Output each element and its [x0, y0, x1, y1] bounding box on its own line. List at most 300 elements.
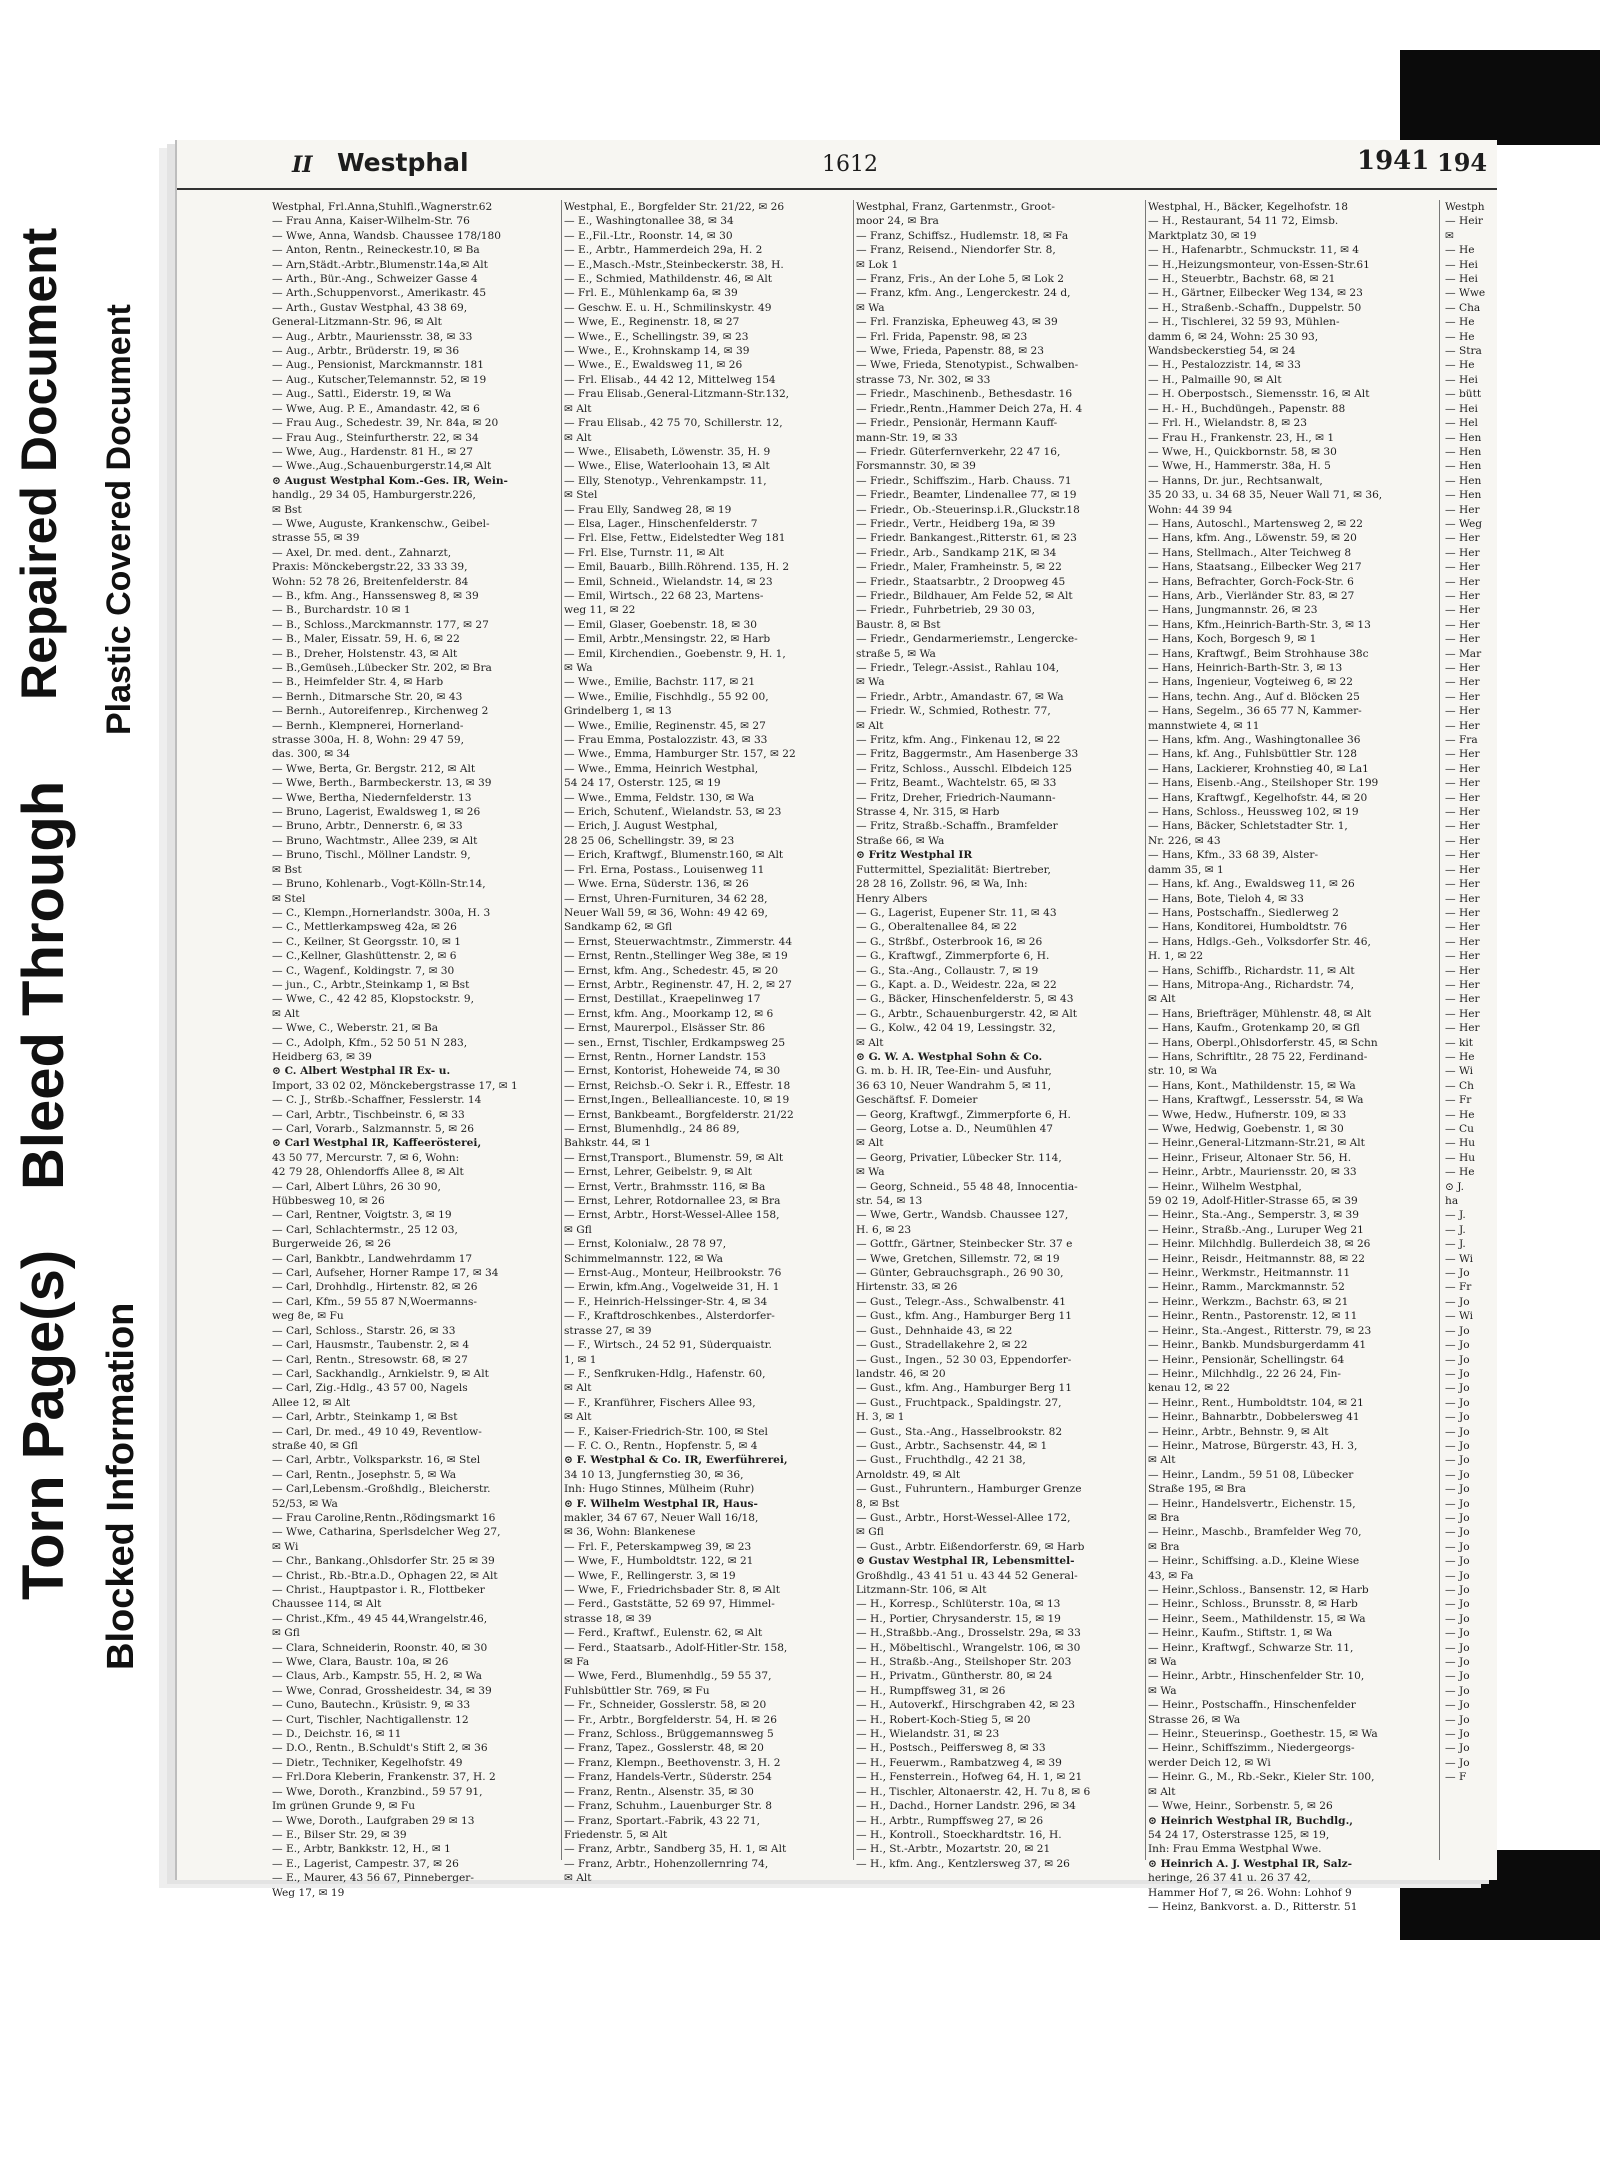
directory-entry: — F., Kaiser-Friedrich-Str. 100, ✉ Stel [564, 1425, 768, 1438]
directory-entry: — Franz, Tapez., Gosslerstr. 48, ✉ 20 [564, 1742, 764, 1755]
directory-entry: — Ernst, Arbtr., Reginenstr. 47, H. 2, ✉ 27 [564, 978, 792, 991]
directory-entry: ✉ Lok 1 [856, 258, 899, 271]
directory-entry: ⊙ Gustav Westphal IR, Lebensmittel- [856, 1555, 1075, 1568]
directory-entry: — Frl. Franziska, Epheuweg 43, ✉ 39 [856, 316, 1058, 329]
directory-entry: — Wwe., Emma, Hamburger Str. 157, ✉ 22 [564, 748, 796, 761]
directory-entry: handlg., 29 34 05, Hamburgerstr.226, [272, 489, 476, 502]
directory-entry: — Wwe, Aug. P. E., Amandastr. 42, ✉ 6 [272, 402, 480, 415]
directory-entry: — Franz, Arbtr., Hohenzollernring 74, [564, 1857, 769, 1870]
directory-entry: — Carl, Bankbtr., Landwehrdamm 17 [272, 1252, 473, 1265]
directory-entry: — C., Keilner, St Georgsstr. 10, ✉ 1 [272, 935, 461, 948]
directory-entry: — Wwe, Gertr., Wandsb. Chaussee 127, [856, 1209, 1069, 1222]
directory-entry: — G., Arbtr., Schauenburgerstr. 42, ✉ Alt [856, 1007, 1078, 1020]
column-divider [1439, 200, 1440, 1860]
next-page-entry-fragment: — Her [1445, 993, 1480, 1006]
directory-entry: — E., Arbtr., Hammerdeich 29a, H. 2 [564, 244, 763, 257]
directory-entry: — H., Pestalozzistr. 14, ✉ 33 [1148, 359, 1301, 372]
directory-entry: — Wwe, F., Friedrichsbader Str. 8, ✉ Alt [564, 1584, 780, 1596]
directory-entry: — H., Arbtr., Rumpffsweg 27, ✉ 26 [856, 1814, 1044, 1827]
directory-entry: — H., Wielandstr. 31, ✉ 23 [856, 1728, 1000, 1741]
directory-entry: ✉ 36, Wohn: Blankenese [564, 1526, 696, 1539]
directory-entry: Sandkamp 62, ✉ Gfl [564, 921, 673, 934]
directory-entry: — Wwe, F., Rellingerstr. 3, ✉ 19 [564, 1569, 736, 1582]
directory-entry: — Hans, Stellmach., Alter Teichweg 8 [1148, 546, 1352, 559]
directory-entry: — Frau Elly, Sandweg 28, ✉ 19 [564, 503, 732, 516]
directory-entry: — Franz, kfm. Ang., Lengerckestr. 24 d, [856, 287, 1071, 300]
next-page-entry-fragment: — Stra [1445, 345, 1482, 358]
next-page-entry-fragment: — Her [1445, 676, 1480, 689]
directory-entry: — Erich, Schutenf., Wielandstr. 53, ✉ 23 [564, 806, 782, 819]
directory-page [175, 140, 1497, 1913]
directory-entry: — Wwe., Elise, Waterloohain 13, ✉ Alt [564, 460, 770, 473]
directory-entry: ✉ Bra [1148, 1511, 1180, 1524]
directory-entry: H. 1, ✉ 22 [1148, 950, 1204, 963]
directory-entry: — Erich, Kraftwgf., Blumenstr.160, ✉ Alt [564, 849, 784, 862]
directory-entry: 43, ✉ Fa [1148, 1569, 1194, 1582]
directory-entry: — Georg, Privatier, Lübecker Str. 114, [856, 1151, 1062, 1164]
directory-entry: — H., Hafenarbtr., Schmuckstr. 11, ✉ 4 [1148, 244, 1360, 257]
directory-entry: — B., Schloss.,Marckmannstr. 177, ✉ 27 [272, 618, 489, 631]
directory-entry: ✉ Wa [564, 662, 593, 674]
directory-entry: Im grünen Grunde 9, ✉ Fu [272, 1800, 416, 1813]
directory-entry: — Ernst, Reichsb.-O. Sekr i. R., Effestr. 18 [564, 1079, 791, 1092]
directory-entry: Hirtenstr. 33, ✉ 26 [856, 1281, 958, 1294]
directory-entry: ✉ Alt [856, 719, 884, 732]
directory-entry: 54 24 17, Osterstr. 125, ✉ 19 [564, 777, 721, 790]
next-page-entry-fragment: — Jo [1445, 1267, 1470, 1280]
directory-entry: — Ernst, Bankbeamt., Borgfelderstr. 21/22 [564, 1108, 794, 1121]
directory-entry: — Hans, Hdlgs.-Geh., Volksdorfer Str. 46, [1148, 935, 1371, 948]
next-page-entry-fragment: — Her [1445, 633, 1480, 646]
next-page-entry-fragment: — He [1445, 1108, 1475, 1121]
directory-entry: — C., Klempn.,Hornerlandstr. 300a, H. 3 [272, 906, 491, 919]
directory-entry: — Heinr., Steuerinsp., Goethestr. 15, ✉ Wa [1148, 1728, 1378, 1741]
next-page-entry-fragment: — Her [1445, 964, 1480, 977]
next-page-entry-fragment: — Jo [1445, 1598, 1470, 1611]
next-page-entry-fragment: — Her [1445, 604, 1480, 617]
directory-entry: — Wwe, C., 42 42 85, Klopstockstr. 9, [272, 993, 474, 1006]
directory-entry: — Hans, Koch, Borgesch 9, ✉ 1 [1148, 633, 1317, 646]
torn-pages-label: Torn Page(s) [11, 1249, 76, 1600]
directory-entry: ✉ Gfl [856, 1526, 884, 1539]
next-page-entry-fragment: — Her [1445, 950, 1480, 963]
directory-entry: 1, ✉ 1 [564, 1353, 597, 1366]
directory-entry: 34 10 13, Jungfernstieg 30, ✉ 36, [564, 1468, 744, 1481]
next-page-entry-fragment: — Jo [1445, 1670, 1470, 1683]
directory-entry: — Wwe, Catharina, Sperlsdelcher Weg 27, [272, 1526, 501, 1539]
directory-entry: — Gust., kfm. Ang., Hamburger Berg 11 [856, 1382, 1073, 1395]
directory-entry: — B., Dreher, Holstenstr. 43, ✉ Alt [272, 647, 458, 660]
directory-entry: — G., Kapt. a. D., Weidestr. 22a, ✉ 22 [856, 978, 1057, 991]
directory-entry: — Heinr.,General-Litzmann-Str.21, ✉ Alt [1148, 1137, 1365, 1150]
directory-entry: — Ernst, Arbtr., Horst-Wessel-Allee 158, [564, 1209, 780, 1222]
directory-entry: — Carl, Hausmstr., Taubenstr. 2, ✉ 4 [272, 1339, 470, 1352]
next-page-entry-fragment: — Her [1445, 935, 1480, 948]
directory-entry: — Carl, Rentn., Josephstr. 5, ✉ Wa [272, 1468, 457, 1481]
directory-entry: — Frau H., Frankenstr. 23, H., ✉ 1 [1148, 431, 1335, 444]
directory-entry: strasse 18, ✉ 39 [564, 1612, 652, 1625]
directory-entry: straße 40, ✉ Gfl [272, 1439, 358, 1452]
directory-entry: — Friedr., Beamter, Lindenallee 77, ✉ 19 [856, 489, 1077, 502]
directory-entry: — Wwe., Emilie, Bachstr. 117, ✉ 21 [564, 676, 756, 689]
directory-entry: — H., Fensterrein., Hofweg 64, H. 1, ✉ 21 [856, 1771, 1083, 1784]
directory-entry: — E., Bilser Str. 29, ✉ 39 [272, 1828, 407, 1841]
directory-entry: — Fritz, kfm. Ang., Finkenau 12, ✉ 22 [856, 734, 1061, 747]
next-page-entry-fragment: — Her [1445, 618, 1480, 631]
next-page-entry-fragment: — Jo [1445, 1540, 1470, 1553]
directory-entry: — Heinr., Schiffsing. a.D., Kleine Wiese [1148, 1555, 1360, 1568]
next-page-entry-fragment: — Jo [1445, 1324, 1470, 1337]
directory-entry: ✉ Gfl [564, 1223, 592, 1236]
directory-entry: — Ferd., Kraftwf., Eulenstr. 62, ✉ Alt [564, 1627, 763, 1640]
directory-entry: — Bruno, Lagerist, Ewaldsweg 1, ✉ 26 [272, 806, 481, 819]
directory-entry: — Friedr., Ob.-Steuerinsp.i.R.,Gluckstr.18 [856, 503, 1080, 516]
next-page-entry-fragment: — Hen [1445, 460, 1482, 473]
directory-entry: — Hans, Kraftwgf., Beim Strohhause 38c [1148, 647, 1369, 660]
directory-entry: — Carl, Schloss., Starstr. 26, ✉ 33 [272, 1324, 456, 1337]
directory-entry: — Cuno, Bautechn., Krüsistr. 9, ✉ 33 [272, 1699, 471, 1712]
directory-entry: — Friedr. W., Schmied, Rothestr. 77, [856, 705, 1051, 718]
directory-entry: — Chr., Bankang.,Ohlsdorfer Str. 25 ✉ 39 [272, 1555, 495, 1568]
directory-entry: ✉ Stel [272, 892, 306, 905]
directory-entry: — C., Mettlerkampsweg 42a, ✉ 26 [272, 921, 457, 934]
directory-entry: — H. Oberpostsch., Siemensstr. 16, ✉ Alt [1148, 388, 1370, 401]
directory-entry: Hübbesweg 10, ✉ 26 [272, 1195, 385, 1208]
directory-entry: Chaussee 114, ✉ Alt [272, 1598, 382, 1611]
directory-entry: — Heinr. G., M., Rb.-Sekr., Kieler Str. 100, [1148, 1771, 1375, 1784]
directory-entry: Wohn: 52 78 26, Breitenfelderstr. 84 [272, 575, 469, 588]
directory-entry: — Bruno, Wachtmstr., Allee 239, ✉ Alt [272, 834, 478, 847]
directory-entry: — Hans, Kaufm., Grotenkamp 20, ✉ Gfl [1148, 1022, 1360, 1035]
directory-entry: — sen., Ernst, Tischler, Erdkampsweg 25 [564, 1036, 786, 1049]
directory-entry: weg 8e, ✉ Fu [272, 1310, 344, 1323]
directory-entry: — Ernst, Vertr., Brahmsstr. 116, ✉ Ba [564, 1180, 766, 1193]
directory-entry: — Hans, Ingenieur, Vogteiweg 6, ✉ 22 [1148, 676, 1353, 689]
directory-entry: — Emil, Wirtsch., 22 68 23, Martens- [564, 589, 764, 602]
directory-entry: — Hans, kfm. Ang., Löwenstr. 59, ✉ 20 [1148, 532, 1357, 545]
directory-entry: — Emil, Schneid., Wielandstr. 14, ✉ 23 [564, 575, 773, 588]
directory-entry: — Hans, Schriftltr., 28 75 22, Ferdinand- [1148, 1050, 1368, 1063]
directory-entry: — Fritz, Beamt., Wachtelstr. 65, ✉ 33 [856, 777, 1057, 790]
directory-entry: — Hans, kfm. Ang., Washingtonallee 36 [1148, 734, 1361, 747]
next-page-entry-fragment: — He [1445, 359, 1475, 372]
directory-entry: — Christ., Rb.-Btr.a.D., Ophagen 22, ✉ Alt [272, 1569, 498, 1582]
directory-entry: ✉ Bst [272, 863, 302, 876]
next-page-entry-fragment: — Her [1445, 575, 1480, 588]
directory-entry: — B., kfm. Ang., Hanssensweg 8, ✉ 39 [272, 589, 479, 602]
directory-entry: ✉ Wa [856, 1166, 885, 1179]
next-page-entry-fragment: — Her [1445, 834, 1480, 847]
directory-entry: — Franz, Schuhm., Lauenburger Str. 8 [564, 1800, 772, 1813]
column-divider [1145, 200, 1146, 1860]
next-page-entry-fragment: — Jo [1445, 1584, 1470, 1596]
directory-entry: — Franz, Schiffsz., Hudlemstr. 18, ✉ Fa [856, 229, 1069, 242]
directory-entry: — Heinr., Reisdr., Heitmannstr. 88, ✉ 22 [1148, 1252, 1365, 1265]
directory-entry: ✉ Alt [1148, 1454, 1176, 1467]
directory-entry: — Gust., Arbtr., Horst-Wessel-Allee 172, [856, 1511, 1071, 1524]
directory-entry: Fuhlsbüttler Str. 769, ✉ Fu [564, 1684, 710, 1697]
directory-entry: — Hans, Bote, Tieloh 4, ✉ 33 [1148, 892, 1304, 905]
next-page-entry-fragment: — Jo [1445, 1526, 1470, 1539]
directory-entry: — Ernst, Uhren-Furnituren, 34 62 28, [564, 892, 768, 905]
directory-entry: Heidberg 63, ✉ 39 [272, 1050, 372, 1063]
directory-entry: ✉ Alt [1148, 993, 1176, 1006]
directory-entry: — Hans, Oberpl.,Ohlsdorferstr. 45, ✉ Schn [1148, 1036, 1378, 1049]
directory-entry: — Friedr., Pensionär, Hermann Kauff- [856, 417, 1058, 430]
directory-entry: — F. C. O., Rentn., Hopfenstr. 5, ✉ 4 [564, 1439, 758, 1452]
next-page-entry-fragment: — Her [1445, 748, 1480, 761]
directory-entry: — Hans, Briefträger, Mühlenstr. 48, ✉ Alt [1148, 1007, 1372, 1020]
directory-entry: — Aug., Arbtr., Brüderstr. 19, ✉ 36 [272, 345, 460, 358]
directory-entry: — Franz, Rentn., Alsenstr. 35, ✉ 30 [564, 1785, 754, 1798]
directory-entry: — H., Straßb.-Ang., Steilshoper Str. 203 [856, 1656, 1072, 1669]
next-page-entry-fragment: — Jo [1445, 1684, 1470, 1697]
directory-entry: — Wwe, Hedwig, Goebenstr. 1, ✉ 30 [1148, 1123, 1344, 1135]
directory-entry: — Friedr. Bankangest.,Ritterstr. 61, ✉ 23 [856, 532, 1077, 545]
next-page-entry-fragment: — Jo [1445, 1627, 1470, 1640]
directory-entry: Nr. 226, ✉ 43 [1148, 834, 1221, 847]
next-page-entry-fragment: — Fra [1445, 734, 1478, 747]
directory-entry: ✉ Alt [564, 431, 592, 444]
column-divider [561, 200, 562, 1860]
next-page-entry-fragment: — Her [1445, 690, 1480, 703]
directory-entry: — Heinr., Rent., Humboldtstr. 104, ✉ 21 [1148, 1396, 1364, 1409]
directory-entry: — Wwe, Frieda, Papenstr. 88, ✉ 23 [856, 345, 1044, 358]
next-page-entry-fragment: — Jo [1445, 1699, 1470, 1712]
directory-entry: — Carl, Rentn., Stresowstr. 68, ✉ 27 [272, 1353, 468, 1366]
directory-entry: — Wwe, Auguste, Krankenschw., Geibel- [272, 517, 490, 530]
directory-entry: — F., Wirtsch., 24 52 91, Süderquaistr. [564, 1339, 772, 1352]
next-page-entry-fragment: — Hen [1445, 474, 1482, 487]
directory-entry: 54 24 17, Osterstrasse 125, ✉ 19, [1148, 1828, 1330, 1841]
next-page-entry-fragment: ✉ [1445, 229, 1454, 242]
directory-entry: — Wwe, Doroth., Kranzbind., 59 57 91, [272, 1785, 483, 1798]
directory-entry: — Ernst, Steuerwachtmstr., Zimmerstr. 44 [564, 935, 793, 948]
directory-entry: — H., Robert-Koch-Stieg 5, ✉ 20 [856, 1713, 1031, 1726]
next-page-entry-fragment: — Jo [1445, 1728, 1470, 1741]
directory-entry: — Ernst, Kontorist, Hoheweide 74, ✉ 30 [564, 1065, 781, 1078]
next-page-entry-fragment: — Weg [1445, 517, 1483, 530]
directory-entry: — Heinr., Friseur, Altonaer Str. 56, H. [1148, 1151, 1352, 1164]
directory-entry: — Frl. H., Wielandstr. 8, ✉ 23 [1148, 417, 1308, 430]
directory-entry: ✉ Wa [1148, 1656, 1177, 1669]
directory-entry: — Heinr., Bahnarbtr., Dobbelersweg 41 [1148, 1411, 1360, 1424]
directory-entry: — Friedr., Staatsarbtr., 2 Droopweg 45 [856, 575, 1066, 588]
directory-entry: — Ernst, Rentn.,Stellinger Weg 38e, ✉ 19 [564, 950, 788, 963]
next-page-entry-fragment: — Hen [1445, 431, 1482, 444]
directory-entry: — Anton, Rentn., Reineckestr.10, ✉ Ba [272, 244, 480, 257]
directory-entry: — Hans, Kont., Mathildenstr. 15, ✉ Wa [1148, 1079, 1356, 1092]
directory-entry: — G., Lagerist, Eupener Str. 11, ✉ 43 [856, 906, 1057, 919]
directory-entry: — Hans, Jungmannstr. 26, ✉ 23 [1148, 604, 1318, 617]
directory-entry: landstr. 46, ✉ 20 [856, 1367, 946, 1380]
next-page-year-fragment: 194 [1437, 148, 1488, 177]
next-page-entry-fragment: — Her [1445, 589, 1480, 602]
directory-entry: — Hans, techn. Ang., Auf d. Blöcken 25 [1148, 690, 1360, 703]
next-page-entry-fragment: — Wi [1445, 1065, 1474, 1078]
directory-entry: makler, 34 67 67, Neuer Wall 16/18, [564, 1511, 759, 1524]
directory-entry: H. 6, ✉ 23 [856, 1223, 912, 1236]
directory-entry: — Friedr., Telegr.-Assist., Rahlau 104, [856, 662, 1060, 674]
directory-entry: ✉ Wi [272, 1540, 299, 1553]
directory-entry: — Hans, Konditorei, Humboldtstr. 76 [1148, 921, 1348, 934]
directory-entry: — Wwe., Elisabeth, Löwenstr. 35, H. 9 [564, 445, 771, 458]
section-number: II [292, 152, 313, 178]
directory-entry: — Gust., Fruchthdlg., 42 21 38, [856, 1454, 1026, 1467]
directory-entry: Inh: Hugo Stinnes, Mülheim (Ruhr) [564, 1483, 755, 1496]
directory-entry: — G., Oberaltenallee 84, ✉ 22 [856, 921, 1017, 934]
directory-entry: Burgerweide 26, ✉ 26 [272, 1238, 391, 1251]
directory-entry: — Friedr., Maschinenb., Bethesdastr. 16 [856, 388, 1073, 401]
directory-entry: — H., Rumpffsweg 31, ✉ 26 [856, 1684, 1006, 1697]
directory-entry: — Ernst,Transport., Blumenstr. 59, ✉ Alt [564, 1151, 784, 1164]
directory-entry: — D., Deichstr. 16, ✉ 11 [272, 1728, 402, 1741]
directory-entry: — Wwe., E., Krohnskamp 14, ✉ 39 [564, 345, 750, 358]
directory-entry: straße 5, ✉ Wa [856, 647, 936, 660]
directory-entry: — Hans, Kraftwgf., Lessersstr. 54, ✉ Wa [1148, 1094, 1364, 1107]
directory-entry: — Carl, Zig.-Hdlg., 43 57 00, Nagels [272, 1382, 468, 1395]
next-page-entry-fragment: — He [1445, 1050, 1475, 1063]
next-page-column-fragment [1445, 200, 1495, 1870]
directory-entry: — Heinr., Sta.-Ang., Semperstr. 3, ✉ 39 [1148, 1209, 1360, 1222]
scan-edge-shadow-top [1400, 50, 1600, 145]
directory-entry: ✉ Alt [856, 1036, 884, 1049]
directory-entry: — Heinr., Maschb., Bramfelder Weg 70, [1148, 1526, 1362, 1539]
next-page-entry-fragment: — Her [1445, 849, 1480, 862]
directory-entry: ✉ Alt [564, 1382, 592, 1395]
next-page-entry-fragment: — Her [1445, 546, 1480, 559]
next-page-entry-fragment: — Jo [1445, 1569, 1470, 1582]
directory-entry: — Emil, Bauarb., Billh.Röhrend. 135, H. 2 [564, 561, 790, 574]
next-page-entry-fragment: — Her [1445, 532, 1480, 545]
directory-entry: ⊙ Carl Westphal IR, Kaffeerösterei, [272, 1137, 482, 1150]
next-page-entry-fragment: — Her [1445, 561, 1480, 574]
directory-entry: Forsmannstr. 30, ✉ 39 [856, 460, 976, 473]
directory-entry: — Wwe., E., Ewaldsweg 11, ✉ 26 [564, 359, 743, 372]
directory-entry: Westphal, Franz, Gartenmstr., Groot- [856, 201, 1055, 213]
directory-entry: — Franz, Schloss., Brüggemannsweg 5 [564, 1728, 774, 1741]
directory-entry: — Wwe, Heinr., Sorbenstr. 5, ✉ 26 [1148, 1800, 1333, 1813]
directory-entry: — Frau Aug., Schedestr. 39, Nr. 84a, ✉ 20 [272, 417, 499, 430]
directory-entry: — Heinr., Schiffszimm., Niedergeorgs- [1148, 1742, 1355, 1755]
next-page-entry-fragment: — Wi [1445, 1310, 1474, 1323]
directory-entry: ⊙ Heinrich Westphal IR, Buchdlg., [1148, 1814, 1353, 1827]
directory-entry: — Heinr., Pensionär, Schellingstr. 64 [1148, 1353, 1345, 1366]
directory-entry: — Hans, Kfm.,Heinrich-Barth-Str. 3, ✉ 13 [1148, 618, 1371, 631]
column-2 [564, 200, 848, 1885]
directory-entry: — F., Heinrich-Helssinger-Str. 4, ✉ 34 [564, 1295, 768, 1308]
directory-entry: — Ernst, Maurerpol., Elsässer Str. 86 [564, 1022, 766, 1035]
directory-entry: — Emil, Kirchendien., Goebenstr. 9, H. 1, [564, 647, 786, 660]
directory-entry: — Ernst, Kolonialw., 28 78 97, [564, 1238, 727, 1251]
directory-entry: — Dietr., Techniker, Kegelhofstr. 49 [272, 1756, 463, 1769]
directory-entry: 28 25 06, Schellingstr. 39, ✉ 23 [564, 834, 735, 847]
directory-entry: — B., Burchardstr. 10 ✉ 1 [272, 604, 411, 617]
next-page-entry-fragment: — He [1445, 1166, 1475, 1179]
next-page-entry-fragment: — Cu [1445, 1123, 1474, 1135]
directory-entry: — Friedr., Bildhauer, Am Felde 52, ✉ Alt [856, 589, 1073, 602]
directory-entry: strasse 55, ✉ 39 [272, 532, 360, 545]
directory-entry: ⊙ F. Wilhelm Westphal IR, Haus- [564, 1497, 758, 1510]
directory-entry: — G., Bäcker, Hinschenfelderstr. 5, ✉ 43 [856, 993, 1074, 1006]
directory-entry: — Friedr., Maler, Framheinstr. 5, ✉ 22 [856, 561, 1062, 574]
directory-entry: — Heinr., Arbtr., Mauriensstr. 20, ✉ 33 [1148, 1166, 1357, 1179]
directory-entry: — Frl.Dora Kleberin, Frankenstr. 37, H. 2 [272, 1771, 496, 1784]
next-page-entry-fragment: — Jo [1445, 1483, 1470, 1496]
directory-entry: — Heinr., Ramm., Marckmannstr. 52 [1148, 1281, 1345, 1294]
next-page-entry-fragment: — Cha [1445, 301, 1481, 314]
next-page-entry-fragment: — Hei [1445, 373, 1478, 386]
directory-entry: — Wwe, Ferd., Blumenhdlg., 59 55 37, [564, 1670, 772, 1683]
directory-entry: Wohn: 44 39 94 [1148, 503, 1233, 516]
directory-entry: — Clara, Schneiderin, Roonstr. 40, ✉ 30 [272, 1641, 488, 1654]
directory-entry: Straße 66, ✉ Wa [856, 834, 945, 847]
directory-entry: — Heinr., Werkzm., Bachstr. 63, ✉ 21 [1148, 1295, 1349, 1308]
column-3 [856, 200, 1140, 1870]
directory-entry: ✉ Bra [1148, 1540, 1180, 1553]
page-number: 1612 [822, 152, 878, 177]
directory-entry: — Gottfr., Gärtner, Steinbecker Str. 37 e [856, 1238, 1073, 1251]
next-page-entry-fragment: — Jo [1445, 1511, 1470, 1524]
directory-entry: — Heinr., Sta.-Angest., Ritterstr. 79, ✉ 23 [1148, 1324, 1372, 1337]
directory-entry: 35 20 33, u. 34 68 35, Neuer Wall 71, ✉ 36, [1148, 489, 1383, 502]
directory-entry: — Heinr., Matrose, Bürgerstr. 43, H. 3, [1148, 1439, 1358, 1452]
next-page-entry-fragment: — Her [1445, 978, 1480, 991]
next-page-entry-fragment: ha [1445, 1195, 1459, 1208]
directory-entry: Praxis: Mönckebergstr.22, 33 33 39, [272, 561, 468, 574]
directory-entry: — Franz, Sportart.-Fabrik, 43 22 71, [564, 1814, 761, 1827]
directory-entry: — Aug., Arbtr., Mauriensstr. 38, ✉ 33 [272, 330, 473, 343]
next-page-entry-fragment: — Hei [1445, 258, 1478, 271]
directory-entry: strasse 27, ✉ 39 [564, 1324, 652, 1337]
directory-entry: — Wwe.,Aug.,Schauenburgerstr.14,✉ Alt [272, 460, 492, 473]
directory-entry: Futtermittel, Spezialität: Biertreber, [856, 863, 1051, 876]
directory-entry: — Wwe, Anna, Wandsb. Chaussee 178/180 [272, 229, 501, 242]
next-page-entry-fragment: — Jo [1445, 1439, 1470, 1452]
directory-entry: — G., Kraftwgf., Zimmerpforte 6, H. [856, 950, 1050, 963]
directory-entry: Allee 12, ✉ Alt [272, 1396, 351, 1409]
directory-entry: — Bernh., Klempnerei, Hornerland- [272, 719, 464, 732]
next-page-entry-fragment: — Mar [1445, 647, 1482, 660]
directory-entry: — Aug., Pensionist, Marckmannstr. 181 [272, 359, 485, 372]
directory-entry: — Franz, Fris., An der Lohe 5, ✉ Lok 2 [856, 273, 1065, 286]
directory-entry: — Heinr., Seem., Mathildenstr. 15, ✉ Wa [1148, 1612, 1366, 1625]
directory-entry: — Fritz, Straßb.-Schaffn., Bramfelder [856, 820, 1058, 833]
next-page-entry-fragment: — Jo [1445, 1295, 1470, 1308]
next-page-entry-fragment: — Her [1445, 762, 1480, 775]
directory-entry: — Wwe, C., Weberstr. 21, ✉ Ba [272, 1022, 439, 1035]
directory-entry: werder Deich 12, ✉ Wi [1148, 1756, 1271, 1769]
directory-entry: Hammer Hof 7, ✉ 26. Wohn: Lohhof 9 [1148, 1886, 1352, 1899]
directory-entry: — Günter, Gebrauchsgraph., 26 90 30, [856, 1267, 1064, 1280]
directory-entry: — Hans, Segelm., 36 65 77 N, Kammer- [1148, 705, 1362, 718]
next-page-entry-fragment: — Heir [1445, 215, 1483, 228]
directory-entry: Arnoldstr. 49, ✉ Alt [856, 1468, 961, 1481]
directory-entry: — Carl, Sackhandlg., Arnkielstr. 9, ✉ Alt [272, 1367, 489, 1380]
directory-entry: — Frl. Erna, Postass., Louisenweg 11 [564, 863, 765, 876]
directory-entry: Grindelberg 1, ✉ 13 [564, 705, 672, 718]
directory-entry: — Bruno, Tischl., Möllner Landstr. 9, [272, 849, 471, 862]
directory-entry: — G., Sta.-Ang., Collaustr. 7, ✉ 19 [856, 964, 1039, 977]
directory-entry: — Carl, Arbtr., Steinkamp 1, ✉ Bst [272, 1411, 458, 1424]
directory-entry: — C., Adolph, Kfm., 52 50 51 N 283, [272, 1036, 468, 1049]
directory-entry: — Gust., Arbtr. Eißendorferstr. 69, ✉ Harb [856, 1540, 1085, 1553]
directory-entry: — E., Maurer, 43 56 67, Pinneberger- [272, 1872, 474, 1885]
directory-entry: — H.- H., Buchdüngeh., Papenstr. 88 [1148, 402, 1346, 415]
next-page-entry-fragment: — Hei [1445, 273, 1478, 286]
directory-entry: 43 50 77, Mercurstr. 7, ✉ 6, Wohn: [272, 1151, 460, 1164]
directory-entry: 8, ✉ Bst [856, 1497, 900, 1510]
